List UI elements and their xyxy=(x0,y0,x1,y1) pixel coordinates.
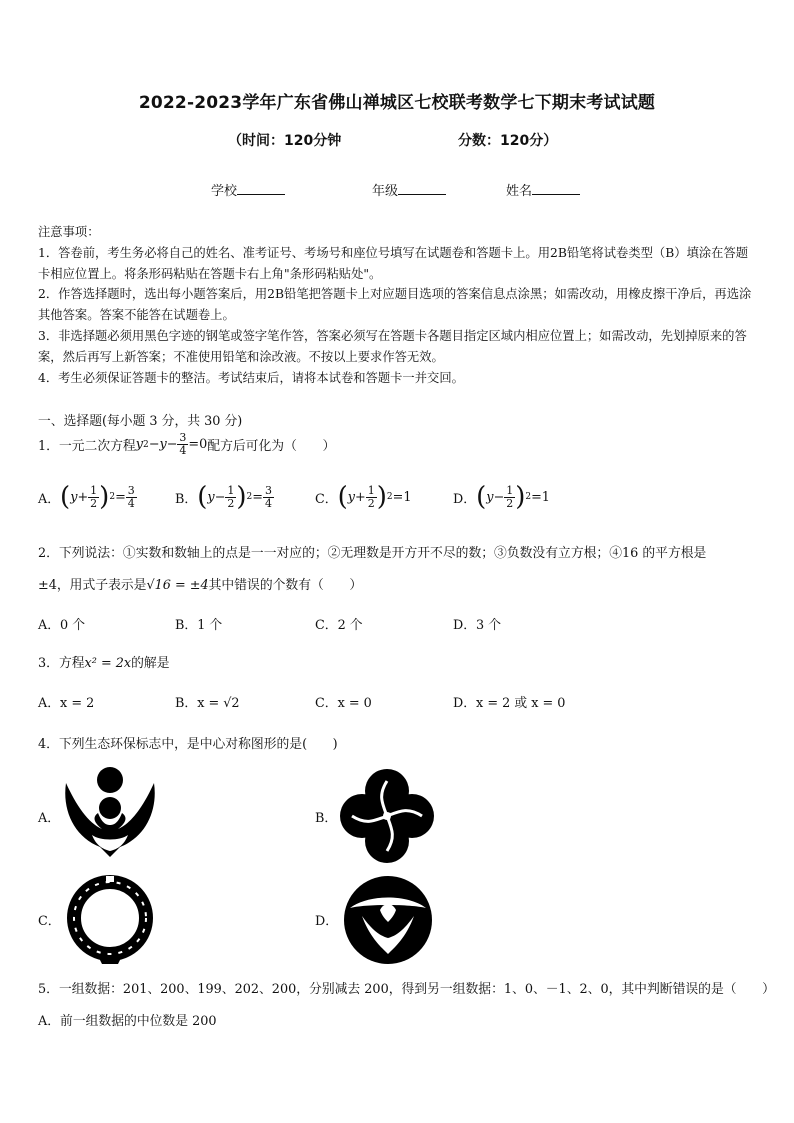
q1-option-c: C． ( y + $\frac{1}{2}$ ) 2 =1 xyxy=(315,482,412,512)
option-rhs: =1 xyxy=(392,489,412,505)
option-sign: − xyxy=(214,489,226,505)
question-2-line1: 2．下列说法：①实数和数轴上的点是一一对应的；②无理数是开方开不尽的数；③负数没有立方根；④16 的平方根是 xyxy=(38,546,707,561)
paren: ) xyxy=(236,482,247,512)
q3-equation: x² = 2x xyxy=(84,656,132,671)
option-sign: − xyxy=(493,489,505,505)
name-label: 姓名 xyxy=(506,184,533,199)
option-sign: + xyxy=(77,489,89,505)
paren: ) xyxy=(376,482,387,512)
note-item: 3．非选择题必须用黑色字迹的钢笔或签字笔作答，答案必须写在答题卡各题目指定区域内相应位置上；如需改动，先划掉原来的答案，然后再写上新答案；不准使用铅笔和涂改液。不按以上要求作答无效。 xyxy=(38,328,747,364)
grade-label: 年级 xyxy=(372,184,399,199)
option-rhs-fraction: $\frac{3}{4}$ xyxy=(264,483,272,510)
paren: ) xyxy=(515,482,526,512)
option-label: C． xyxy=(315,491,338,507)
notes-section xyxy=(38,222,760,388)
option-rhs: =1 xyxy=(531,489,550,505)
q1-fraction-num: 3 xyxy=(179,431,187,444)
option-rhs-fraction: $\frac{3}{4}$ xyxy=(127,483,135,510)
school-blank xyxy=(237,182,285,195)
q1-rhs: =0 xyxy=(188,437,208,452)
q2-pm4: ±4 xyxy=(38,578,57,593)
eco-symbol-flame-icon xyxy=(62,765,158,865)
question-5: 5．一组数据：201、200、199、202、200，分别减去 200，得到另一组数据：1、0、－1、2、0，其中判断错误的是（ ） xyxy=(38,982,775,997)
section-heading: 一、选择题(每小题 3 分，共 30 分) xyxy=(38,414,243,429)
option-sign: + xyxy=(354,489,366,505)
q1-var: y xyxy=(159,437,167,452)
q2-end: 其中错误的个数有（ ） xyxy=(208,578,363,593)
school-label: 学校 xyxy=(211,184,238,199)
grade-blank xyxy=(398,182,446,195)
option-label: A． xyxy=(38,491,61,507)
exam-time: （时间：120分钟 xyxy=(228,133,342,149)
question-3 xyxy=(38,652,170,671)
eco-symbol-clover-icon xyxy=(338,767,436,865)
q1-var: y xyxy=(135,437,143,452)
q4-option-c-label: C． xyxy=(38,914,61,929)
q2-option-d: D．3 个 xyxy=(453,618,502,633)
q2-option-c: C．2 个 xyxy=(315,618,363,633)
q2-option-b: B．1 个 xyxy=(175,618,223,633)
option-label: D． xyxy=(453,491,477,507)
q1-exp: 2 xyxy=(142,439,149,450)
eco-symbol-circle-leaf-icon xyxy=(340,874,436,966)
q1-fraction xyxy=(177,432,188,457)
option-fraction: $\frac{1}{2}$ xyxy=(90,483,98,510)
eco-symbol-wreath-icon xyxy=(62,872,158,966)
option-fraction: $\frac{1}{2}$ xyxy=(506,483,514,510)
question-2-line2 xyxy=(38,574,362,593)
q1-suffix: 配方后可化为（ ） xyxy=(207,439,336,454)
name-field xyxy=(506,180,580,199)
grade-field xyxy=(372,180,446,199)
exam-score: 分数：120分） xyxy=(458,133,558,149)
option-fraction: $\frac{1}{2}$ xyxy=(227,483,235,510)
q5-option-a: A．前一组数据的中位数是 200 xyxy=(38,1014,217,1029)
paren: ( xyxy=(476,482,487,512)
paren: ) xyxy=(99,482,110,512)
q3-suffix: 的解是 xyxy=(131,656,170,671)
paren: ( xyxy=(337,482,348,512)
note-item: 4．考生必须保证答题卡的整洁。考试结束后，请将本试卷和答题卡一并交回。 xyxy=(38,370,464,385)
q2-expr: √16 = ±4 xyxy=(146,578,209,593)
q3-option-b: B．x = √2 xyxy=(175,696,240,711)
q3-option-d: D．x = 2 或 x = 0 xyxy=(453,696,566,711)
option-fraction: $\frac{1}{2}$ xyxy=(367,483,375,510)
note-item: 2．作答选择题时，选出每小题答案后，用2B铅笔把答题卡上对应题目选项的答案信息点涂黑；如需改动，用橡皮擦干净后，再选涂其他答案。答案不能答在试题卷上。 xyxy=(38,287,752,323)
q3-option-a: A．x = 2 xyxy=(38,696,95,711)
paren: ( xyxy=(197,482,208,512)
q1-op: − xyxy=(166,437,178,452)
q2-mid: ，用式子表示是 xyxy=(56,578,147,593)
notes-heading: 注意事项： xyxy=(38,225,100,239)
page-title: 2022-2023学年广东省佛山禅城区七校联考数学七下期末考试试题 xyxy=(138,93,656,113)
option-label: B． xyxy=(175,491,198,507)
question-4: 4．下列生态环保标志中，是中心对称图形的是( ) xyxy=(38,737,338,752)
q2-option-a: A．0 个 xyxy=(38,618,86,633)
question-1 xyxy=(38,432,335,457)
school-field xyxy=(211,180,285,199)
name-blank xyxy=(532,182,580,195)
q1-op: − xyxy=(148,437,160,452)
q4-option-d-label: D． xyxy=(315,914,339,929)
paren: ( xyxy=(60,482,71,512)
q1-option-a: A． ( y + $\frac{1}{2}$ ) 2 = $\frac{3}{4}$ xyxy=(38,482,135,512)
q1-prefix: 1．一元二次方程 xyxy=(38,439,136,454)
q3-prefix: 3．方程 xyxy=(38,656,85,671)
q4-option-b-label: B． xyxy=(315,811,338,826)
q4-option-a-label: A． xyxy=(38,811,61,826)
q1-fraction-den: 4 xyxy=(179,444,187,457)
q1-option-d: D． ( y − $\frac{1}{2}$ ) 2 =1 xyxy=(453,482,550,512)
q3-option-c: C．x = 0 xyxy=(315,696,372,711)
q1-option-b: B． ( y − $\frac{1}{2}$ ) 2 = $\frac{3}{4}$ xyxy=(175,482,272,512)
note-item: 1．答卷前，考生务必将自己的姓名、准考证号、考场号和座位号填写在试题卷和答题卡上。用2B铅笔将试卷类型（B）填涂在答题卡相应位置上。将条形码粘贴在答题卡右上角"条形码粘贴处"。 xyxy=(38,245,749,281)
